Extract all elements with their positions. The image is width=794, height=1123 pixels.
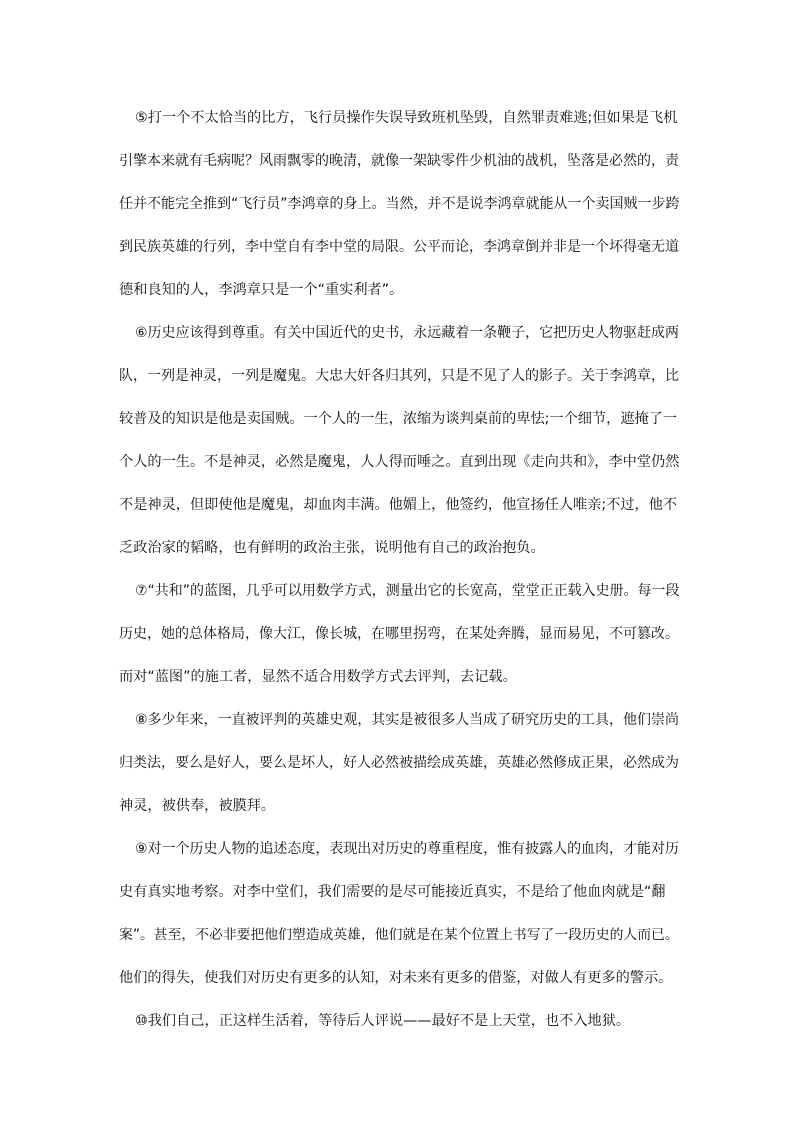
- paragraph: [119, 104, 679, 319]
- text-line: ⑧多少年来，一直被评判的英雄史观，其实是被很多人当成了研究历史的工具，他们崇尚: [135, 712, 679, 728]
- text-line: 引擎本来就有毛病呢？风雨飘零的晚清，就像一架缺零件少机油的战机，坠落是必然的，责: [119, 153, 679, 169]
- text-line: 而对“蓝图”的施工者，显然不适合用数学方式去评判，去记载。: [119, 669, 517, 685]
- text-line: 案”。甚至，不必非要把他们塑造成英雄，他们就是在某个位置上书写了一段历史的人而已。: [119, 927, 679, 943]
- text-line: ⑦“共和”的蓝图，几乎可以用数学方式，测量出它的长宽高，堂堂正正载入史册。每一段: [135, 583, 680, 599]
- text-line: 队，一列是神灵，一列是魔鬼。大忠大奸各归其列，只是不见了人的影子。关于李鸿章，比: [119, 368, 679, 384]
- text-line: 史有真实地考察。对李中堂们，我们需要的是尽可能接近真实，不是给了他血肉就是“翻: [119, 884, 666, 900]
- text-line: ⑤打一个不太恰当的比方，飞行员操作失误导致班机坠毁，自然罪责难逃;但如果是飞机: [135, 110, 678, 126]
- text-line: 乏政治家的韬略，也有鲜明的政治主张，说明他有自己的政治抱负。: [119, 540, 545, 556]
- text-line: ⑥历史应该得到尊重。有关中国近代的史书，永远藏着一条鞭子，它把历史人物驱赶成两: [135, 325, 679, 341]
- text-line: ⑩我们自己，正这样生活着，等待后人评说——最好不是上天堂，也不入地狱。: [135, 1013, 631, 1029]
- paragraph: [119, 577, 679, 706]
- paragraph: [119, 706, 679, 835]
- text-line: 到民族英雄的行列，李中堂自有李中堂的局限。公平而论，李鸿章倒并非是一个坏得毫无道: [119, 239, 679, 255]
- text-line: 他们的得失，使我们对历史有更多的认知，对未来有更多的借鉴，对做人有更多的警示。: [119, 970, 673, 986]
- text-line: 德和良知的人，李鸿章只是一个“重实利者”。: [119, 282, 404, 298]
- text-line: 任并不能完全推到“飞行员”李鸿章的身上。当然，并不是说李鸿章就能从一个卖国贼一步跨: [119, 196, 680, 212]
- text-line: 较普及的知识是他是卖国贼。一个人的一生，浓缩为谈判桌前的卑怯;一个细节，遮掩了一: [119, 411, 678, 427]
- document-body: [119, 104, 679, 1050]
- text-line: 不是神灵，但即使他是魔鬼，却血肉丰满。他媚上，他签约，他宣扬任人唯亲;不过，他不: [119, 497, 678, 513]
- paragraph: [119, 835, 679, 1007]
- text-line: 神灵，被供奉，被膜拜。: [119, 798, 276, 814]
- text-line: ⑨对一个历史人物的追述态度，表现出对历史的尊重程度，惟有披露人的血肉，才能对历: [135, 841, 679, 857]
- text-line: 归类法，要么是好人，要么是坏人，好人必然被描绘成英雄，英雄必然修成正果，必然成为: [119, 755, 679, 771]
- paragraph: [119, 319, 679, 577]
- text-line: 个人的一生。不是神灵，必然是魔鬼，人人得而唾之。直到出现《走向共和》，李中堂仍然: [119, 454, 680, 470]
- paragraph: [119, 1007, 679, 1050]
- text-line: 历史，她的总体格局，像大江，像长城，在哪里拐弯，在某处奔腾，显而易见，不可篡改。: [119, 626, 679, 642]
